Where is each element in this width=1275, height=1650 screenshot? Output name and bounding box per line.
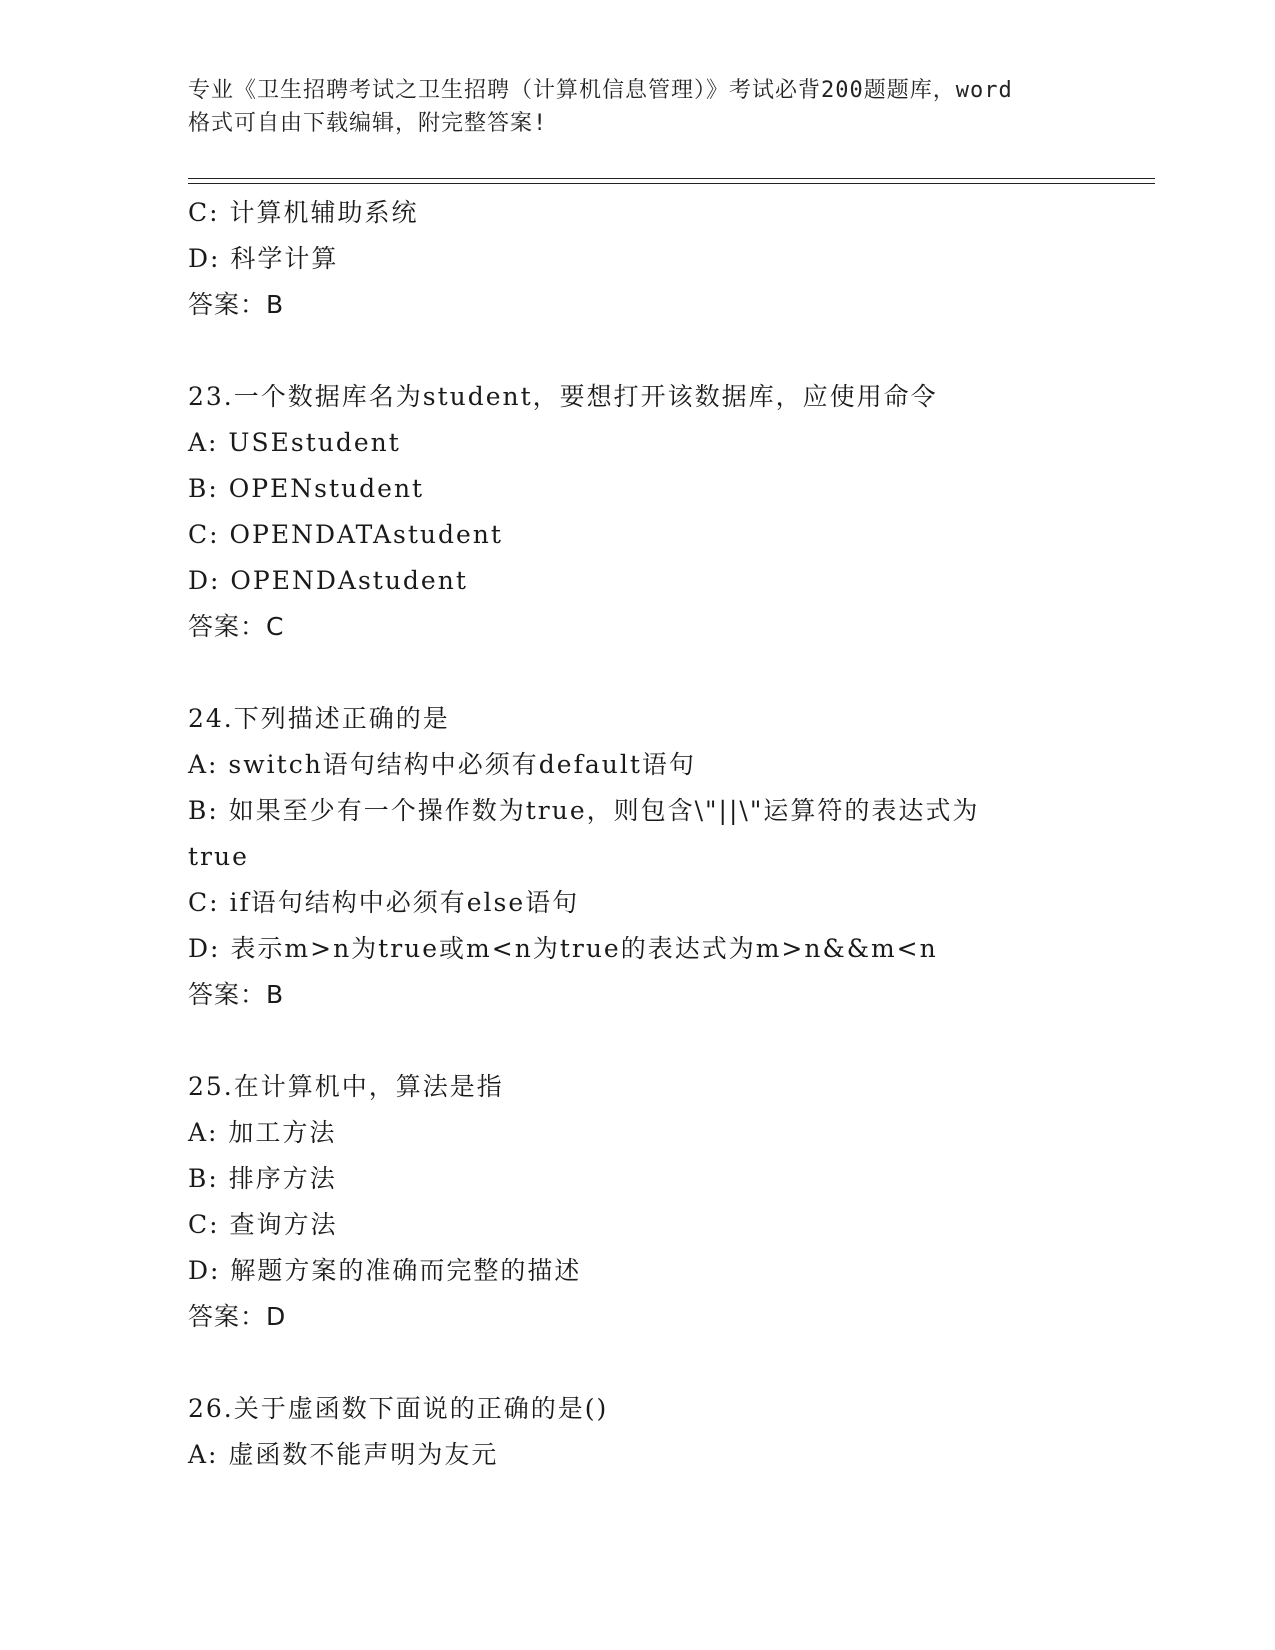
option-a: A: 加工方法 [188, 1118, 337, 1147]
option-c: C: 计算机辅助系统 [188, 198, 419, 227]
option-d: D: OPENDAstudent [188, 566, 468, 595]
option-c: C: 查询方法 [188, 1210, 338, 1239]
option-b: B: 排序方法 [188, 1164, 337, 1193]
question-block-23 [188, 374, 1088, 650]
answer-line: 答案：B [188, 290, 285, 319]
option-b-continued: true [188, 842, 249, 871]
header-line-1: 专业《卫生招聘考试之卫生招聘（计算机信息管理）》考试必背200题题库，word [188, 78, 1013, 103]
question-text: 23.一个数据库名为student，要想打开该数据库，应使用命令 [188, 382, 938, 411]
answer-line: 答案：B [188, 980, 285, 1009]
document-header [188, 74, 1088, 140]
header-divider-top [188, 178, 1155, 179]
question-block-25 [188, 1064, 1088, 1340]
option-c: C: if语句结构中必须有else语句 [188, 888, 580, 917]
answer-line: 答案：C [188, 612, 285, 641]
option-b: B: OPENstudent [188, 474, 425, 503]
question-block-22 [188, 190, 1088, 328]
header-divider-bottom [188, 183, 1155, 184]
option-d: D: 表示m>n为true或m<n为true的表达式为m>n&&m<n [188, 934, 938, 963]
option-d: D: 科学计算 [188, 244, 339, 273]
question-text: 24.下列描述正确的是 [188, 704, 450, 733]
question-block-24 [188, 696, 1088, 1018]
option-a: A: switch语句结构中必须有default语句 [188, 750, 696, 779]
answer-line: 答案：D [188, 1302, 287, 1331]
question-text: 25.在计算机中，算法是指 [188, 1072, 504, 1101]
option-a: A: 虚函数不能声明为友元 [188, 1440, 499, 1469]
question-text: 26.关于虚函数下面说的正确的是() [188, 1394, 609, 1423]
option-d: D: 解题方案的准确而完整的描述 [188, 1256, 582, 1285]
option-b: B: 如果至少有一个操作数为true，则包含\"||\"运算符的表达式为 [188, 796, 980, 825]
option-c: C: OPENDATAstudent [188, 520, 503, 549]
question-block-26 [188, 1386, 1088, 1478]
option-a: A: USEstudent [188, 428, 401, 457]
question-list [188, 190, 1088, 1478]
header-line-2: 格式可自由下载编辑，附完整答案! [188, 111, 548, 136]
